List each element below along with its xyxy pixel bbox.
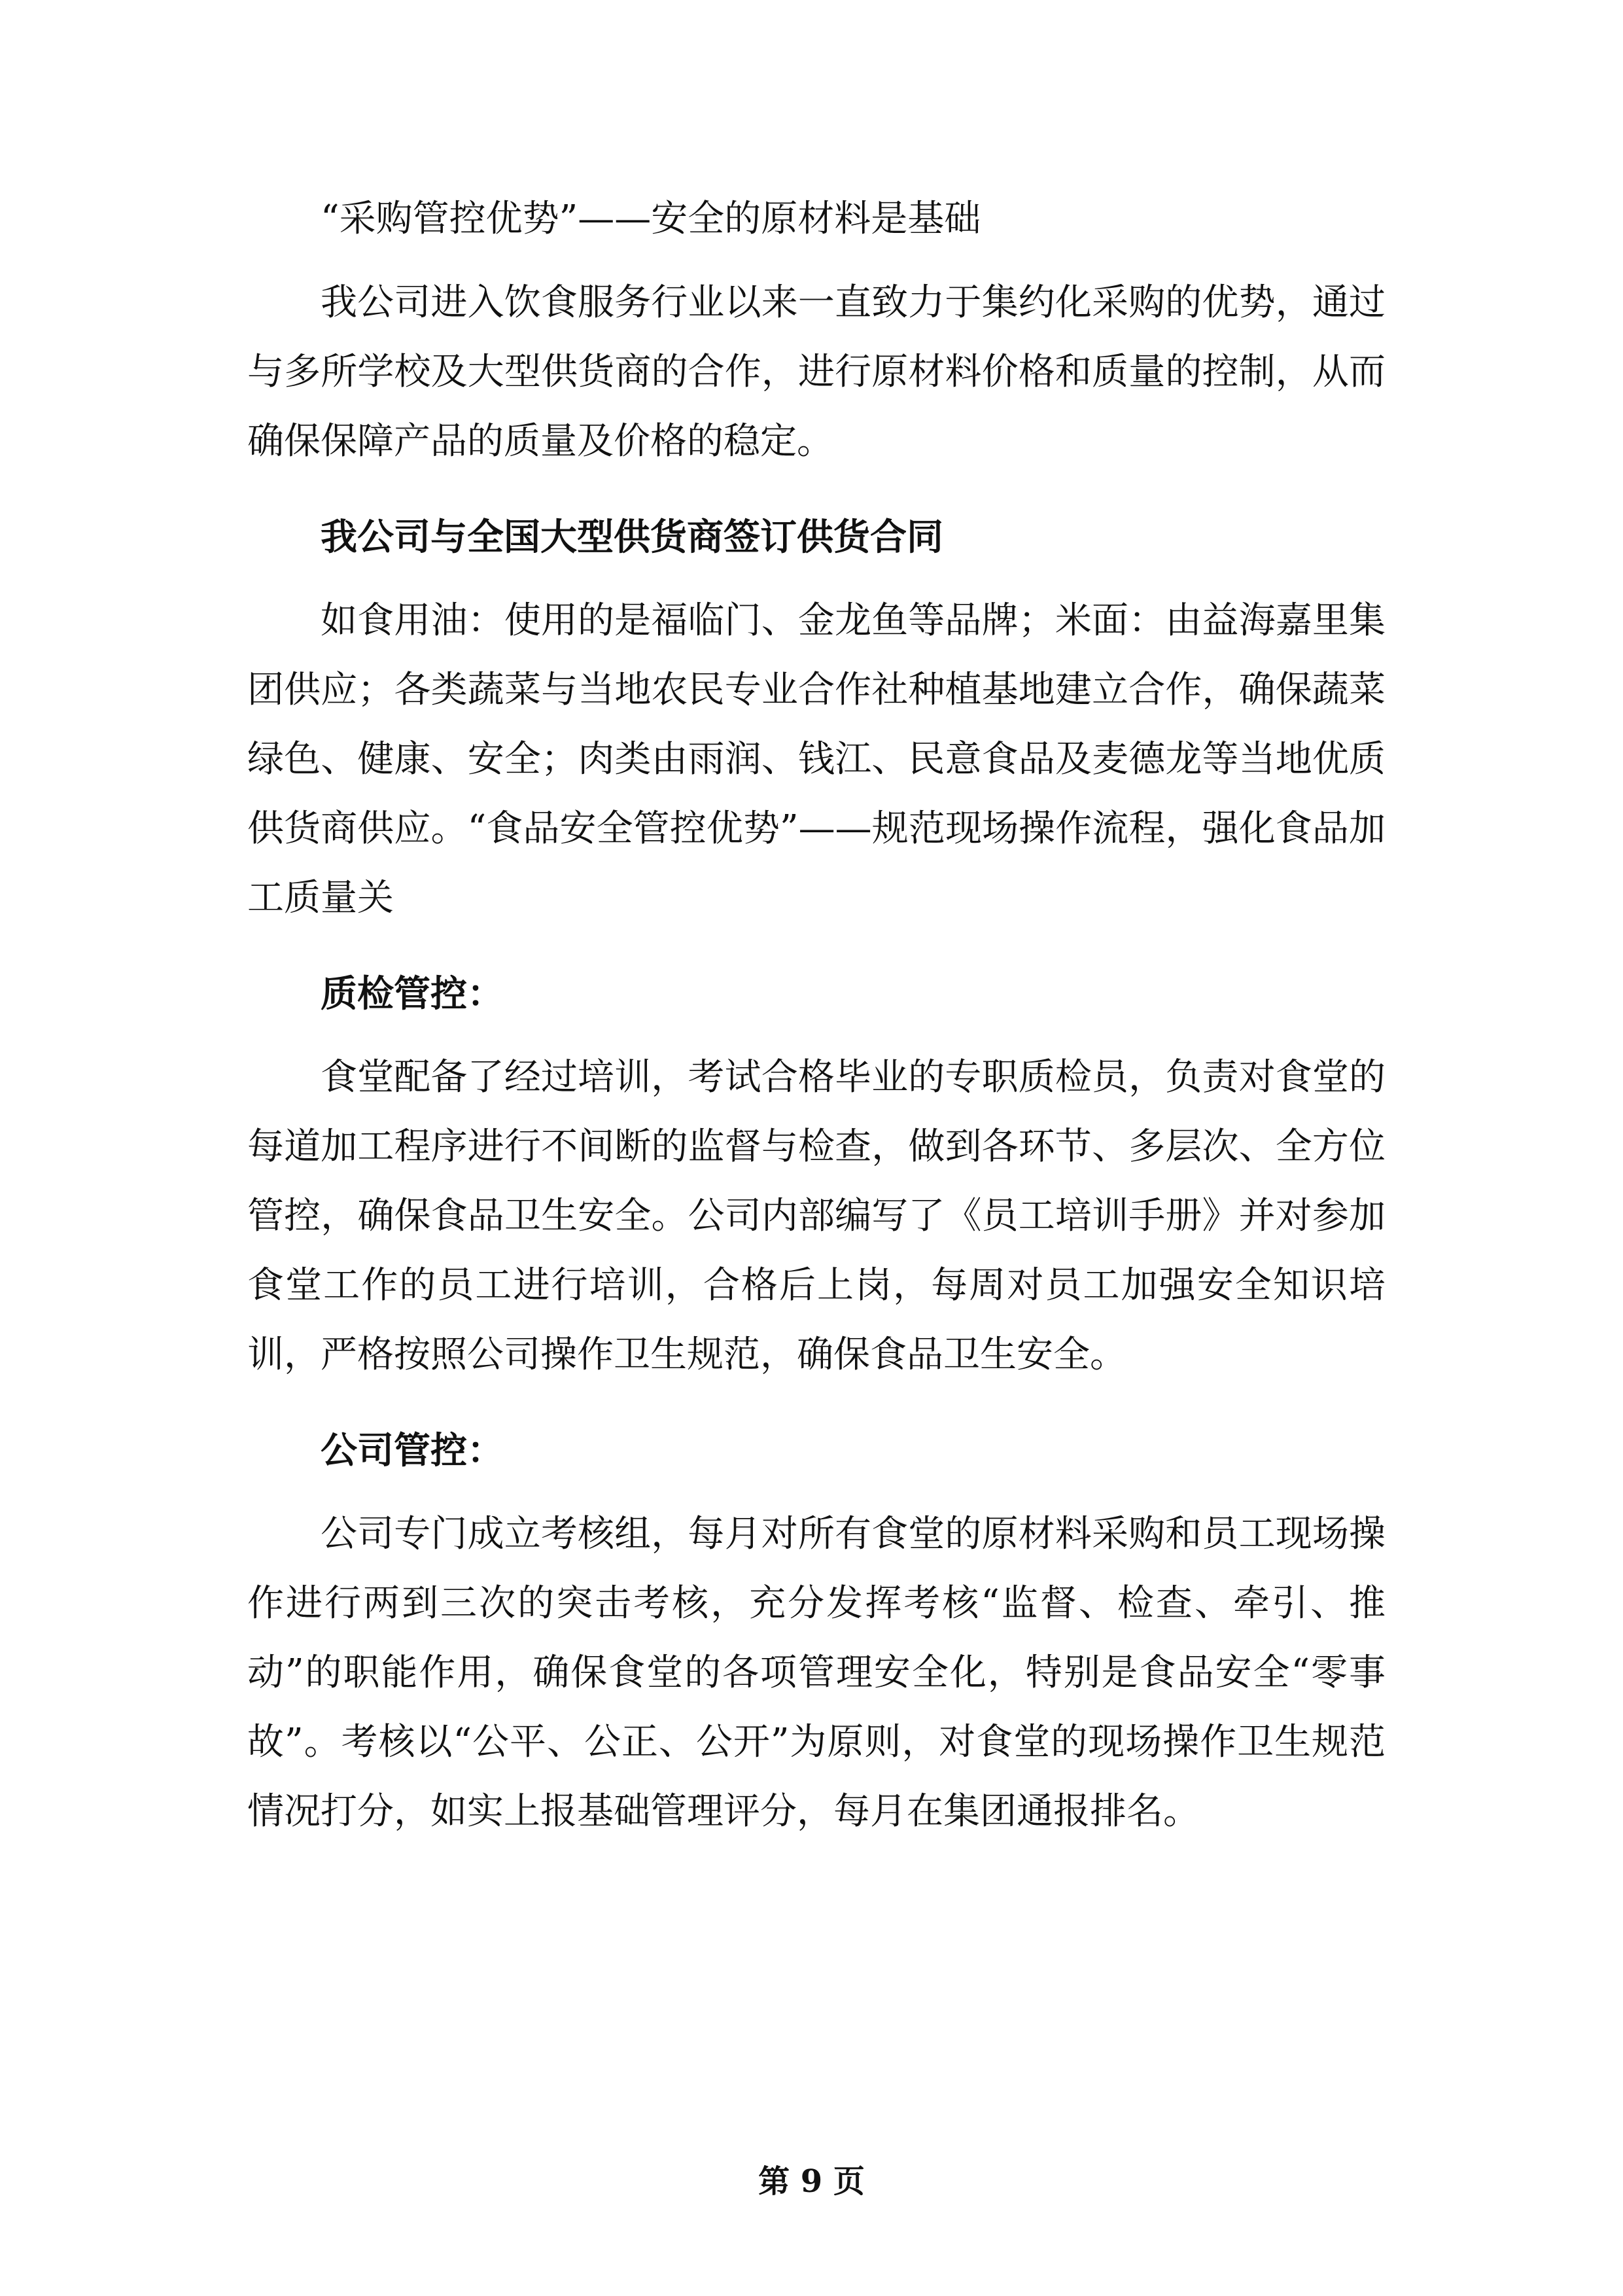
quality-control-heading: 质检管控： [321,972,504,1016]
quality-control-paragraph: 食堂配备了经过培训，考试合格毕业的专职质检员，负责对食堂的每道加工程序进行不间断的监督与检查，做到各环节、多层次、全方位管控，确保食品卫生安全。公司内部编写了《员工培训手册》并对参加食堂工作的员工进行培训，合格后上岗，每周对员工加强安全知识培训，严格按照公司操作卫生规范，确保食品卫生安全。 [247,1056,1386,1376]
procurement-advantage-heading: “采购管控优势”——安全的原材料是基础 [321,198,981,240]
document-body [247,185,1386,1846]
supplier-paragraph: 如食用油：使用的是福临门、金龙鱼等品牌；米面：由益海嘉里集团供应；各类蔬菜与当地农民专业合作社种植基地建立合作，确保蔬菜绿色、健康、安全；肉类由雨润、钱江、民意食品及麦德龙等当地优质供货商供应。“食品安全管控优势”——规范现场操作流程，强化食品加工质量关 [247,599,1386,919]
company-control-heading: 公司管控： [321,1429,504,1472]
company-control-paragraph: 公司专门成立考核组，每月对所有食堂的原材料采购和员工现场操作进行两到三次的突击考核，充分发挥考核“监督、检查、牵引、推动”的职能作用，确保食堂的各项管理安全化，特别是食品安全“零事故”。考核以“公平、公正、公开”为原则，对食堂的现场操作卫生规范情况打分，如实上报基础管理评分，每月在集团通报排名。 [247,1513,1386,1833]
page-number: 第 9 页 [758,2163,865,2200]
procurement-paragraph: 我公司进入饮食服务行业以来一直致力于集约化采购的优势，通过与多所学校及大型供货商的合作，进行原材料价格和质量的控制，从而确保保障产品的质量及价格的稳定。 [247,281,1386,463]
supplier-contract-heading: 我公司与全国大型供货商签订供货合同 [321,516,943,559]
